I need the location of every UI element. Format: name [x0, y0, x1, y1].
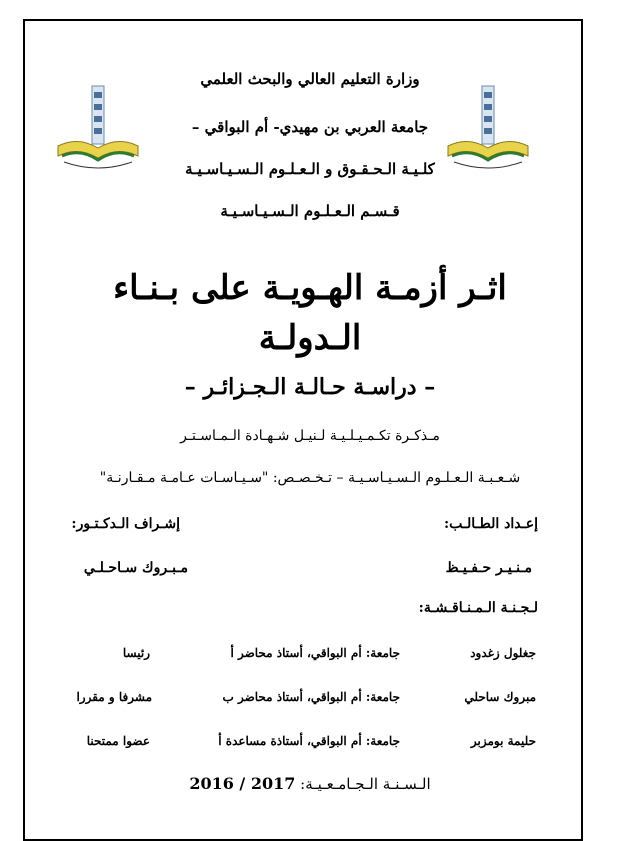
committee-member-name: مبروك ساحلي	[464, 690, 536, 704]
department-name: قـسـم الـعـلـوم الـسـيـاسـيـة	[220, 202, 400, 220]
ministry-name: وزارة التعليم العالي والبحث العلمي	[200, 70, 420, 88]
university-name: جامعة العربي بن مهيدي- أم البواقي –	[191, 118, 429, 136]
academic-year-value: 2016 / 2017	[189, 774, 296, 793]
committee-member-affiliation: جامعة: أم البواقي، أستاذ محاضر أ	[230, 646, 400, 660]
committee-member-role: عضوا ممتحنا	[86, 734, 150, 748]
student-label: إعـداد الطـالـب:	[444, 516, 538, 532]
supervisor-label: إشـراف الـدكـتـور:	[71, 516, 180, 532]
committee-member-affiliation: جامعة: أم البواقي، أستاذ محاضر ب	[222, 690, 400, 704]
committee-member-role: رئيسا	[122, 646, 150, 660]
academic-year-label: الـسـنـة الـجـامـعـيـة:	[300, 775, 431, 793]
thesis-purpose: مـذكـرة تكـمـيـلـيـة لـنيـل شـهـادة الـمـاسـتـر	[180, 428, 440, 444]
thesis-subtitle: – دراسـة حـالـة الـجـزائـر –	[184, 374, 436, 400]
faculty-name: كلـيـة الـحـقـوق و الـعـلـوم الـسـيـاسـيـة	[185, 160, 435, 178]
student-name: مـنـيـر حـفـيـظ	[445, 560, 532, 576]
academic-year	[0, 774, 620, 793]
supervisor-name: مـبـروك سـاحـلـي	[83, 560, 188, 576]
committee-member-role: مشرفا و مقررا	[76, 690, 152, 704]
thesis-title-line1: اثـر أزمـة الهـويـة على بـنـاء	[113, 268, 507, 308]
thesis-title-line2: الـدولـة	[258, 318, 362, 358]
committee-label: لـجـنـة الـمـنـاقـشـة:	[418, 600, 538, 616]
thesis-branch: شـعـبـة الـعـلـوم الـسـيـاسـيـة – تـخـصـص: "سـيـاسـات عـامـة مـقـارنـة"	[99, 470, 521, 486]
committee-member-affiliation: جامعة: أم البواقي، أستاذة مساعدة أ	[218, 734, 400, 748]
committee-member-name: جغلول زغدود	[470, 646, 536, 660]
committee-member-name: حليمة بومزبر	[470, 734, 536, 748]
